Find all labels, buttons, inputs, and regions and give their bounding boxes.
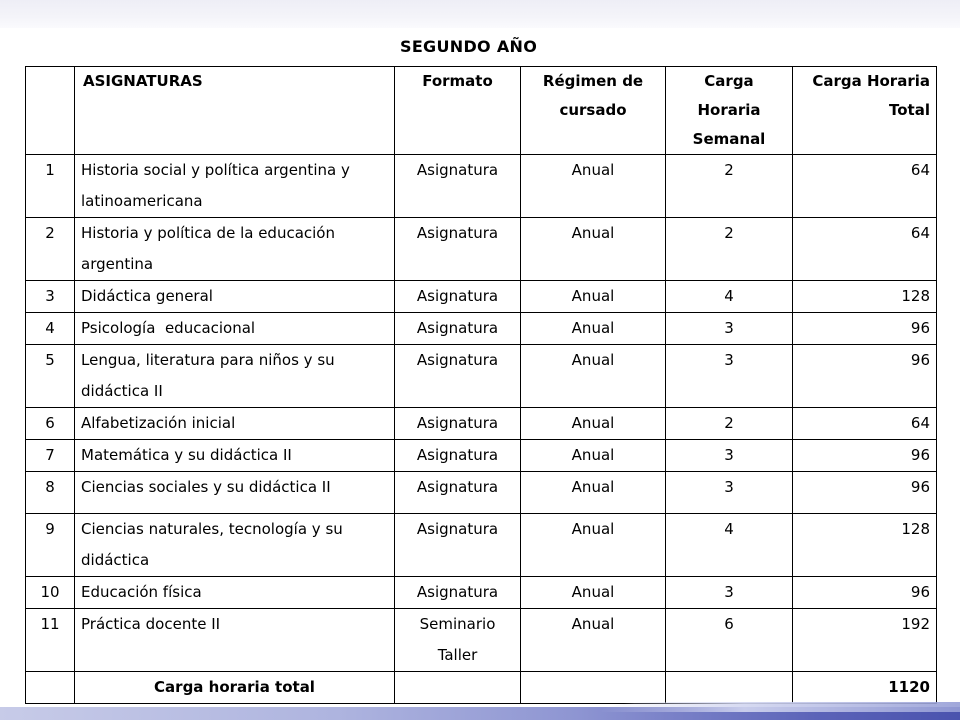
table-row: [26, 313, 937, 345]
row-regimen: Anual: [521, 408, 666, 440]
row-asignatura: Ciencias naturales, tecnología y su didáctica: [75, 514, 395, 577]
table-row: [26, 218, 937, 281]
table-row: [26, 577, 937, 609]
total-row: [26, 672, 937, 704]
table-header-row: [26, 67, 937, 155]
row-regimen: Anual: [521, 440, 666, 472]
total-label: Carga horaria total: [75, 672, 395, 704]
row-formato: Asignatura: [395, 577, 521, 609]
header-num: [26, 67, 75, 155]
header-asignaturas: ASIGNATURAS: [75, 67, 395, 155]
table-row: [26, 408, 937, 440]
row-asignatura: Educación física: [75, 577, 395, 609]
row-carga-semanal: 2: [666, 218, 793, 281]
row-regimen: Anual: [521, 218, 666, 281]
row-asignatura: Historia y política de la educación argentina: [75, 218, 395, 281]
row-carga-total: 96: [793, 472, 937, 514]
curriculum-table: [25, 66, 937, 704]
row-regimen: Anual: [521, 609, 666, 672]
row-asignatura: Alfabetización inicial: [75, 408, 395, 440]
row-carga-semanal: 3: [666, 577, 793, 609]
row-asignatura: Ciencias sociales y su didáctica II: [75, 472, 395, 514]
row-carga-semanal: 3: [666, 313, 793, 345]
table-row: [26, 609, 937, 672]
row-formato: Asignatura: [395, 514, 521, 577]
row-carga-total: 128: [793, 514, 937, 577]
row-carga-total: 192: [793, 609, 937, 672]
row-regimen: Anual: [521, 345, 666, 408]
row-number: 1: [26, 155, 75, 218]
row-formato: Asignatura: [395, 281, 521, 313]
row-carga-semanal: 6: [666, 609, 793, 672]
row-regimen: Anual: [521, 577, 666, 609]
row-number: 11: [26, 609, 75, 672]
row-carga-total: 96: [793, 313, 937, 345]
row-number: 4: [26, 313, 75, 345]
row-regimen: Anual: [521, 514, 666, 577]
total-empty-cell: [521, 672, 666, 704]
total-empty-cell: [395, 672, 521, 704]
row-number: 7: [26, 440, 75, 472]
table-row: [26, 155, 937, 218]
table-row: [26, 345, 937, 408]
row-carga-total: 64: [793, 408, 937, 440]
row-carga-semanal: 2: [666, 155, 793, 218]
row-asignatura: Didáctica general: [75, 281, 395, 313]
row-asignatura: Historia social y política argentina y latinoamericana: [75, 155, 395, 218]
row-regimen: Anual: [521, 472, 666, 514]
row-formato: Asignatura: [395, 313, 521, 345]
row-carga-total: 96: [793, 440, 937, 472]
row-asignatura: Matemática y su didáctica II: [75, 440, 395, 472]
row-formato: Asignatura: [395, 218, 521, 281]
row-number: 2: [26, 218, 75, 281]
row-formato: Asignatura: [395, 440, 521, 472]
header-formato: Formato: [395, 67, 521, 155]
header-carga-semanal: Carga Horaria Semanal: [666, 67, 793, 155]
row-number: 6: [26, 408, 75, 440]
table-row: [26, 440, 937, 472]
row-carga-semanal: 3: [666, 345, 793, 408]
row-carga-total: 64: [793, 218, 937, 281]
row-asignatura: Lengua, literatura para niños y su didáctica II: [75, 345, 395, 408]
row-carga-total: 96: [793, 577, 937, 609]
row-formato: Asignatura: [395, 408, 521, 440]
row-formato: Seminario Taller: [395, 609, 521, 672]
top-decorative-band: [0, 0, 960, 28]
header-carga-total: Carga Horaria Total: [793, 67, 937, 155]
row-carga-total: 96: [793, 345, 937, 408]
row-carga-total: 64: [793, 155, 937, 218]
header-regimen: Régimen de cursado: [521, 67, 666, 155]
table-row: [26, 281, 937, 313]
row-carga-semanal: 2: [666, 408, 793, 440]
row-asignatura: Psicología educacional: [75, 313, 395, 345]
row-carga-total: 128: [793, 281, 937, 313]
page-title: SEGUNDO AÑO: [400, 37, 538, 56]
row-formato: Asignatura: [395, 472, 521, 514]
row-carga-semanal: 3: [666, 472, 793, 514]
total-value: 1120: [793, 672, 937, 704]
table-row: [26, 472, 937, 514]
row-number: 3: [26, 281, 75, 313]
row-formato: Asignatura: [395, 345, 521, 408]
bottom-swoosh-decoration: [600, 702, 960, 712]
row-number: 8: [26, 472, 75, 514]
row-carga-semanal: 4: [666, 281, 793, 313]
row-number: 10: [26, 577, 75, 609]
row-regimen: Anual: [521, 313, 666, 345]
row-number: 9: [26, 514, 75, 577]
row-formato: Asignatura: [395, 155, 521, 218]
total-empty-cell: [26, 672, 75, 704]
row-number: 5: [26, 345, 75, 408]
row-regimen: Anual: [521, 281, 666, 313]
row-regimen: Anual: [521, 155, 666, 218]
row-carga-semanal: 4: [666, 514, 793, 577]
row-carga-semanal: 3: [666, 440, 793, 472]
row-asignatura: Práctica docente II: [75, 609, 395, 672]
total-empty-cell: [666, 672, 793, 704]
table-row: [26, 514, 937, 577]
